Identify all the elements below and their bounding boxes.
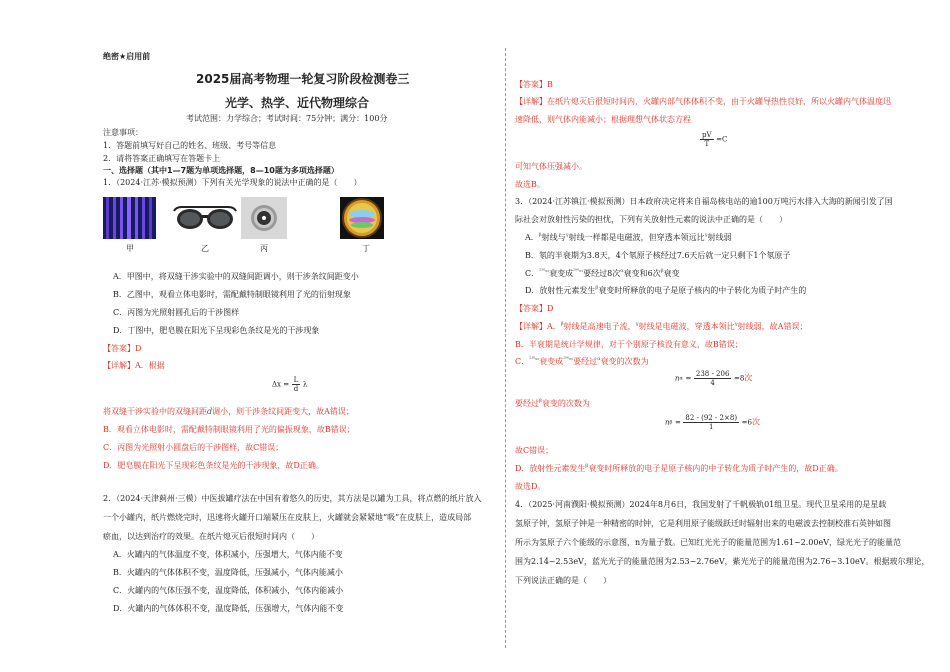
q4-line4: 围为2.14~2.53eV，蓝光光子的能量范围为2.53~2.76eV，紫光光子的能量范围为2.76~3.10eV。根据玻尔理论， [515,557,930,566]
q3-option-c: C．²³⁸₉₂衰变成²⁰⁶₈₂要经过8次α衰变和6次β衰变 [525,268,680,278]
image-label-jia: 甲 [126,244,134,253]
secret-mark: 绝密★启用前 [103,52,151,61]
q2-stem-line2: 一个小罐内，纸片燃烧完时，迅速将火罐开口端紧压在皮肤上，火罐就会紧紧地“吸”在皮肤上，造成局部 [103,513,472,522]
column-divider [505,48,506,648]
q1-answer: 【答案】D [103,344,142,353]
q3-detail-a: 【详解】A．β射线是高速电子流，γ射线是电磁波，穿透本领比γ射线弱，故A错误； [515,321,808,331]
notes-heading: 注意事项： [103,128,143,137]
note-item-1: 1．答题前填写好自己的姓名、班级、考号等信息 [103,141,277,150]
q2-option-a: A．火罐内的气体温度不变，体积减小，压强增大，气体内能不变 [113,550,343,559]
q2-option-c: C．火罐内的气体压强不变，温度降低，体积减小，气体内能减小 [113,586,344,595]
q3-detail-b: B．半衰期是统计学规律，对于个别原子核没有意义，故B错误； [515,340,743,349]
q2-choose: 故选B。 [515,180,545,189]
q1-explain-b: B．观看立体电影时，需配戴特制眼镜利用了光的偏振现象，故B错误； [103,425,355,434]
q3-answer: 【答案】D [515,304,554,313]
q2-stem-line3: 瘀血，以达到治疗的效果。在纸片熄灭后很短时间内（ ） [103,532,319,541]
q1-explain-d: D．肥皂膜在阳光下呈现彩色条纹是光的干涉现象，故D正确。 [103,461,324,470]
q3-beta-line: 要经过β衰变的次数为 [515,398,590,408]
q3-c-wrong: 故C错误； [515,446,554,455]
q2-detail-line2: 速降低，则气体内能减小；根据理想气体状态方程 [515,115,691,124]
q4-line1: 4．（2025·河南濮阳·模拟预测）2024年8月6日，我国发射了千帆极轨01组卫星。现代卫星采用的是星载 [515,500,887,509]
q2-option-b: B．火罐内的气体体积不变，温度降低，压强减小，气体内能减小 [113,568,343,577]
q1-explain-a: 将双缝干涉实验中的双缝间距d调小，则干涉条纹间距变大，故A错误； [103,407,354,416]
image-label-yi: 乙 [201,244,209,253]
q2-stem-line1: 2．（2024·天津蓟州·三模）中医拔罐疗法在中国有着悠久的历史，其方法是以罐为工具，将点燃的纸片放入 [103,494,482,503]
q2-answer: 【答案】B [515,80,553,89]
question-1-stem: 1．（2024·江苏·模拟预测）下列有关光学现象的说法中正确的是（ ） [103,178,362,187]
image-label-bing: 丙 [260,244,268,253]
q1-option-c: C．丙图为光照射圆孔后的干涉图样 [113,308,240,317]
q3-formula-alpha: nα = $\frac{238 - 206}{4}$ =8次 [675,370,753,387]
q1-option-a: A．甲图中，将双缝干涉实验中的双缝间距调小，则干涉条纹间距变小 [113,272,359,281]
exam-title: 2025届高考物理一轮复习阶段检测卷三 [196,72,410,86]
image-label-ding: 丁 [362,244,370,253]
q2-formula: $\frac{pV}{T}$ =C [702,131,728,148]
q3-stem-line2: 际社会对放射性污染的担忧，下列有关放射性元素的说法中正确的是（ ） [515,215,787,224]
q3-formula-beta: nβ = $\frac{82 - (92 - 2\times 8)}{1}$ =6次 [665,414,760,431]
q2-detail-line1: 【详解】在纸片熄灭后很短时间内，火罐内部气体体积不变，由于火罐导热性良好，所以火罐内气体温度迅 [515,97,891,106]
image-soap-film [340,197,384,239]
q2-option-d: D．火罐内的气体体积不变，温度降低，压强增大，气体内能不变 [113,604,344,613]
q4-line5: 下列说法正确的是（ ） [515,576,611,585]
q3-option-a: A．β射线与γ射线一样都是电磁波，但穿透本领远比γ射线弱 [525,232,732,242]
image-3d-glasses [172,197,238,239]
exam-subtitle: 光学、热学、近代物理综合 [225,96,370,110]
exam-info: 考试范围：力学综合；考试时间：75分钟；满分：100分 [186,114,388,123]
q3-option-b: B．氡的半衰期为3.8天，4个氡原子核经过7.6天后就一定只剩下1个氡原子 [525,251,791,260]
q3-option-d: D．放射性元素发生β衰变时所释放的电子是原子核内的中子转化为质子时产生的 [525,285,807,295]
q1-option-b: B．乙图中，观看立体电影时，需配戴特制眼镜利用了光的衍射现象 [113,290,351,299]
section-heading: 一、选择题（其中1—7题为单项选择题，8—10题为多项选择题） [103,166,339,175]
q3-stem-line1: 3．（2024·江苏镇江·模拟预测）日本政府决定将来自福岛核电站的逾100万吨污水排入大海的新闻引发了国 [515,197,893,206]
image-double-slit [103,197,156,239]
q4-line2: 氢原子钟，氢原子钟是一种精密的时钟，它是利用原子能级跃迁时辐射出来的电磁波去控制校准石英钟如图 [515,519,891,528]
q1-formula: Δx = $\frac{L}{d}$ λ [272,376,308,393]
q4-line3: 所示为氢原子六个能级的示意图，n为量子数。已知红光光子的能量范围为1.61~2.00eV，绿光光子的能量范 [515,538,901,547]
q2-conclusion: 可知气体压强减小。 [515,162,587,171]
q1-explain-c: C．丙图为光照射小圆盘后的干涉图样，故C错误； [103,443,284,452]
q1-detail-label: 【详解】A．根据 [103,361,165,370]
q3-detail-d: D．放射性元素发生β衰变时所释放的电子是原子核内的中子转化为质子时产生的，故D正确。 [515,463,843,473]
q1-option-d: D．丁图中，肥皂膜在阳光下呈现彩色条纹是光的干涉现象 [113,326,320,335]
q3-choose: 故选D。 [515,482,546,491]
note-item-2: 2．请将答案正确填写在答题卡上 [103,154,221,163]
image-circular-hole-pattern [241,197,287,239]
q3-detail-c: C．²³⁸₉₂衰变成²⁰⁶₈₂要经过α衰变的次数为 [515,356,649,366]
